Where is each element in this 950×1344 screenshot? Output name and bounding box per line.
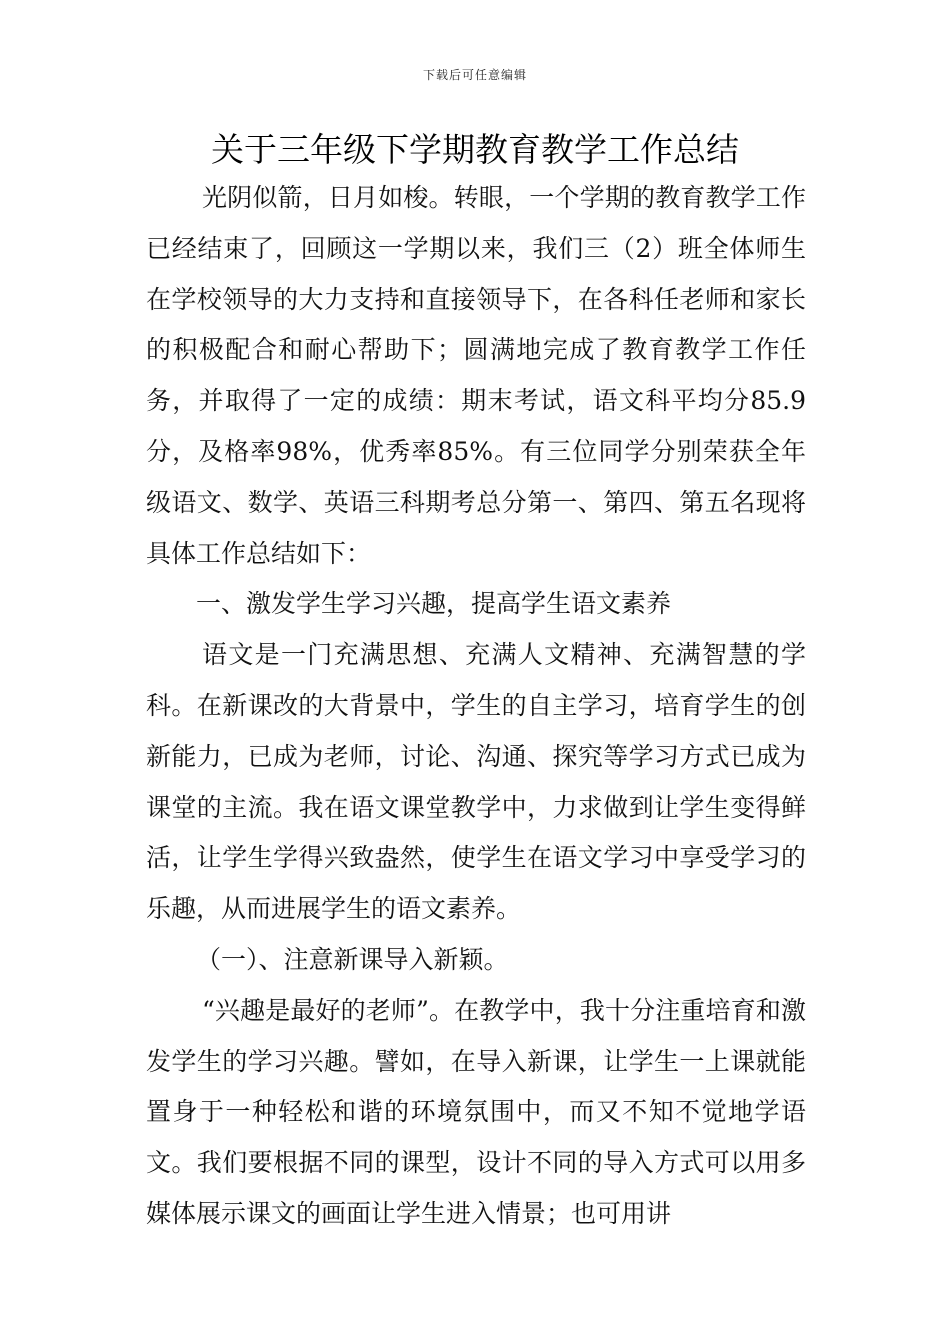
paragraph-section-1: 语文是一门充满思想、充满人文精神、充满智慧的学科。在新课改的大背景中，学生的自主学习，培育学生的创新能力，已成为老师，讨论、沟通、探究等学习方式已成为课堂的主流。我在语文课堂教学中，力求做到让学生变得鲜活，让学生学得兴致盎然，使学生在语文学习中享受学习的乐趣，从而进展学生的语文素养。 — [146, 640, 806, 924]
paragraph-subsection-1: “兴趣是最好的老师”。在教学中，我十分注重培育和激发学生的学习兴趣。譬如，在导入新课，让学生一上课就能置身于一种轻松和谐的环境氛围中，而又不知不觉地学语文。我们要根据不同的课型，设计不同的导入方式可以用多媒体展示课文的画面让学生进入情景；也可用讲 — [146, 995, 806, 1228]
section-heading-1: 一、激发学生学习兴趣，提高学生语文素养 — [196, 589, 672, 619]
document-body — [146, 173, 806, 1240]
document-title: 关于三年级下学期教育教学工作总结 — [211, 130, 739, 169]
subsection-heading-1: （一）、注意新课导入新颖。 — [196, 944, 509, 974]
paragraph-intro: 光阴似箭，日月如梭。转眼，一个学期的教育教学工作已经结束了，回顾这一学期以来，我们三（2）班全体师生在学校领导的大力支持和直接领导下，在各科任老师和家长的积极配合和耐心帮助下；圆满地完成了教育教学工作任务，并取得了一定的成绩：期末考试，语文科平均分85.9分，及格率98%，优秀率85%。有三位同学分别荣获全年级语文、数学、英语三科期考总分第一、第四、第五名现将具体工作总结如下： — [146, 183, 806, 568]
header-note: 下载后可任意编辑 — [422, 68, 527, 82]
